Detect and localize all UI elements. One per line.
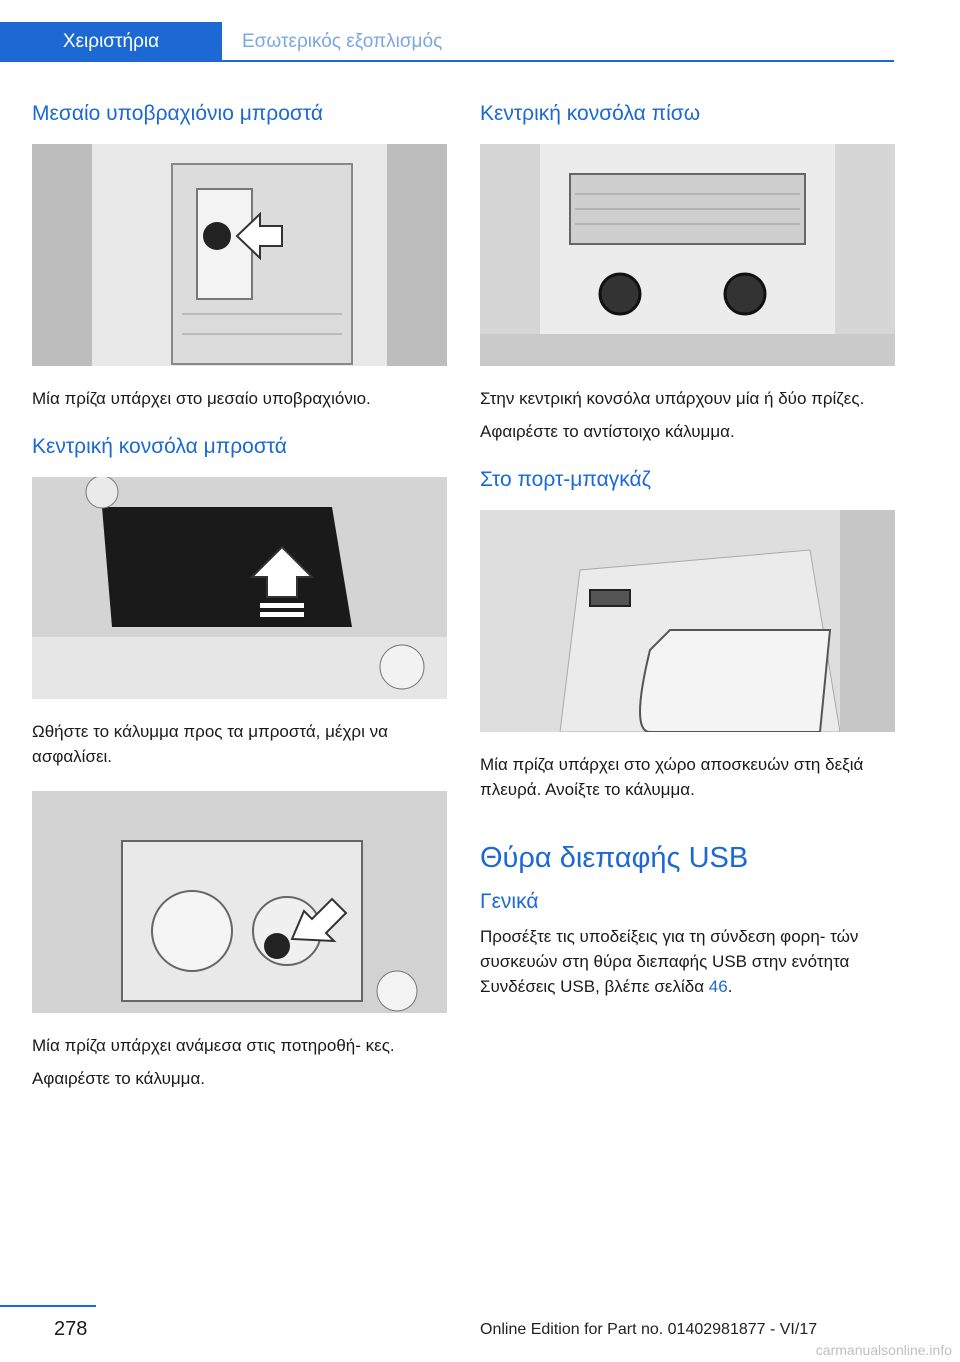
header-tabs: [0, 0, 960, 62]
armrest-text: Μία πρίζα υπάρχει στο μεσαίο υποβραχιόνιο.: [32, 389, 371, 408]
section-title-front-console: Κεντρική κονσόλα μπροστά: [32, 435, 287, 458]
front-console-illustration: [32, 477, 447, 699]
trunk-socket-illustration: [480, 510, 895, 732]
subsection-title-general: Γενικά: [480, 890, 539, 913]
footer-divider: [0, 1305, 96, 1307]
left-column: [32, 100, 447, 1099]
cupholder-text-1: Μία πρίζα υπάρχει ανάμεσα στις ποτηροθή‐ κες.: [32, 1036, 395, 1055]
armrest-socket-illustration: [32, 144, 447, 366]
page-number: 278: [54, 1318, 88, 1340]
rear-console-text-2: Αφαιρέστε το αντίστοιχο κάλυμμα.: [480, 422, 735, 441]
edition-info: Online Edition for Part no. 01402981877 - VI/17: [480, 1321, 818, 1338]
tab-controls[interactable]: Χειριστήρια: [0, 22, 222, 62]
section-title-rear-console: Κεντρική κονσόλα πίσω: [480, 102, 701, 125]
front-console-text: Ωθήστε το κάλυμμα προς τα μπροστά, μέχρι να ασφαλίσει.: [32, 722, 388, 766]
trunk-text: Μία πρίζα υπάρχει στο χώρο αποσκευών στη δεξιά πλευρά. Ανοίξτε το κάλυμμα.: [480, 755, 864, 799]
section-title-usb: Θύρα διεπαφής USB: [480, 842, 749, 874]
tab-interior-equipment[interactable]: Εσωτερικός εξοπλισμός: [242, 31, 443, 52]
tab-divider: [222, 60, 894, 62]
right-column: [480, 100, 895, 1007]
page-link[interactable]: 46: [708, 977, 728, 996]
section-title-armrest: Μεσαίο υποβραχιόνιο μπροστά: [32, 102, 324, 125]
rear-console-illustration: [480, 144, 895, 366]
section-title-trunk: Στο πορτ-μπαγκάζ: [480, 468, 651, 491]
cupholder-socket-illustration: [32, 791, 447, 1013]
watermark: carmanualsonline.info: [815, 1342, 952, 1358]
cupholder-text-2: Αφαιρέστε το κάλυμμα.: [32, 1069, 206, 1088]
rear-console-text-1: Στην κεντρική κονσόλα υπάρχουν μία ή δύο πρίζες.: [480, 389, 865, 408]
usb-general-text: Προσέξτε τις υποδείξεις για τη σύνδεση φορη‐ τών συσκευών στη θύρα διεπαφής USB στην ενότητα Συνδέσεις USB, βλέπε σελίδα 46.: [480, 927, 859, 996]
